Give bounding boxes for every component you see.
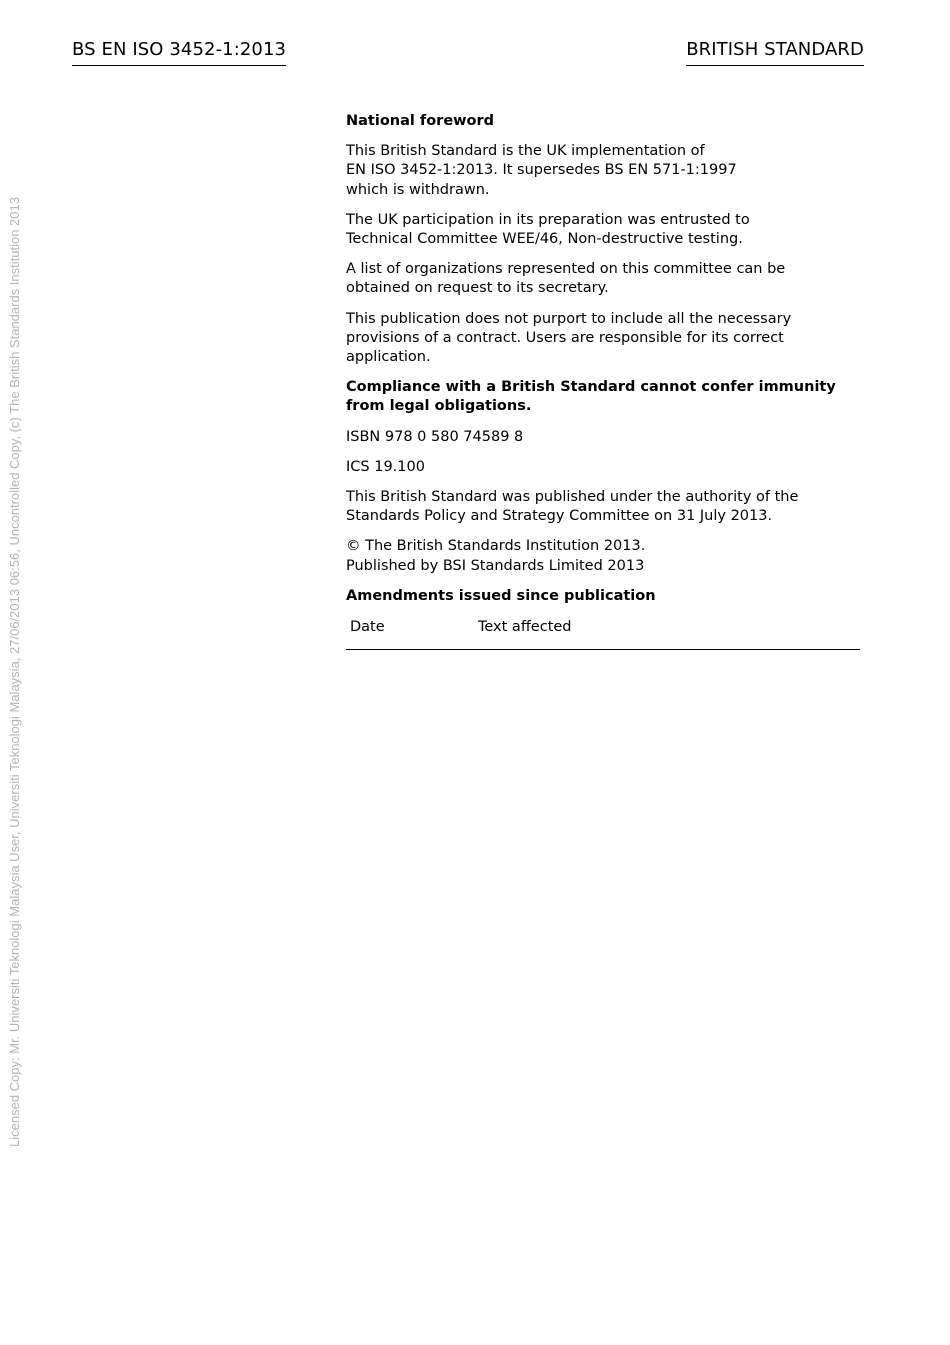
text-affected-column-header: Text affected (474, 614, 860, 650)
organizations-paragraph: A list of organizations represented on this committee can be obtained on request to its secretary. (346, 261, 786, 297)
amendments-title: Amendments issued since publication (346, 587, 656, 604)
national-foreword-section (346, 112, 860, 650)
date-column-header: Date (346, 614, 474, 650)
amendments-table (346, 614, 860, 650)
amendments-header-row (346, 614, 860, 650)
provisions-paragraph: This publication does not purport to include all the necessary provisions of a contract. Users are responsible for its correct application. (346, 310, 792, 366)
implementation-paragraph: This British Standard is the UK implementation of EN ISO 3452-1:2013. It supersedes BS EN 571-1:1997 which is withdrawn. (346, 143, 737, 198)
document-number-header: BS EN ISO 3452-1:2013 (72, 39, 286, 66)
british-standard-header: BRITISH STANDARD (686, 39, 864, 66)
copyright-notice: © The British Standards Institution 2013. Published by BSI Standards Limited 2013 (346, 538, 646, 574)
license-watermark: Licensed Copy: Mr. Universiti Teknologi Malaysia User, Universiti Teknologi Malaysia, 27/06/2013 06:56, Uncontrolled Copy, (c) The British Standards Institution 2013 (7, 197, 22, 1147)
ics-code: ICS 19.100 (346, 458, 425, 475)
authority-paragraph: This British Standard was published under the authority of the Standards Policy and Strategy Committee on 31 July 2013. (346, 489, 799, 525)
compliance-statement: Compliance with a British Standard cannot confer immunity from legal obligations. (346, 379, 836, 415)
isbn-number: ISBN 978 0 580 74589 8 (346, 428, 524, 445)
national-foreword-title: National foreword (346, 113, 495, 129)
participation-paragraph: The UK participation in its preparation was entrusted to Technical Committee WEE/46, Non-destructive testing. (346, 211, 750, 248)
